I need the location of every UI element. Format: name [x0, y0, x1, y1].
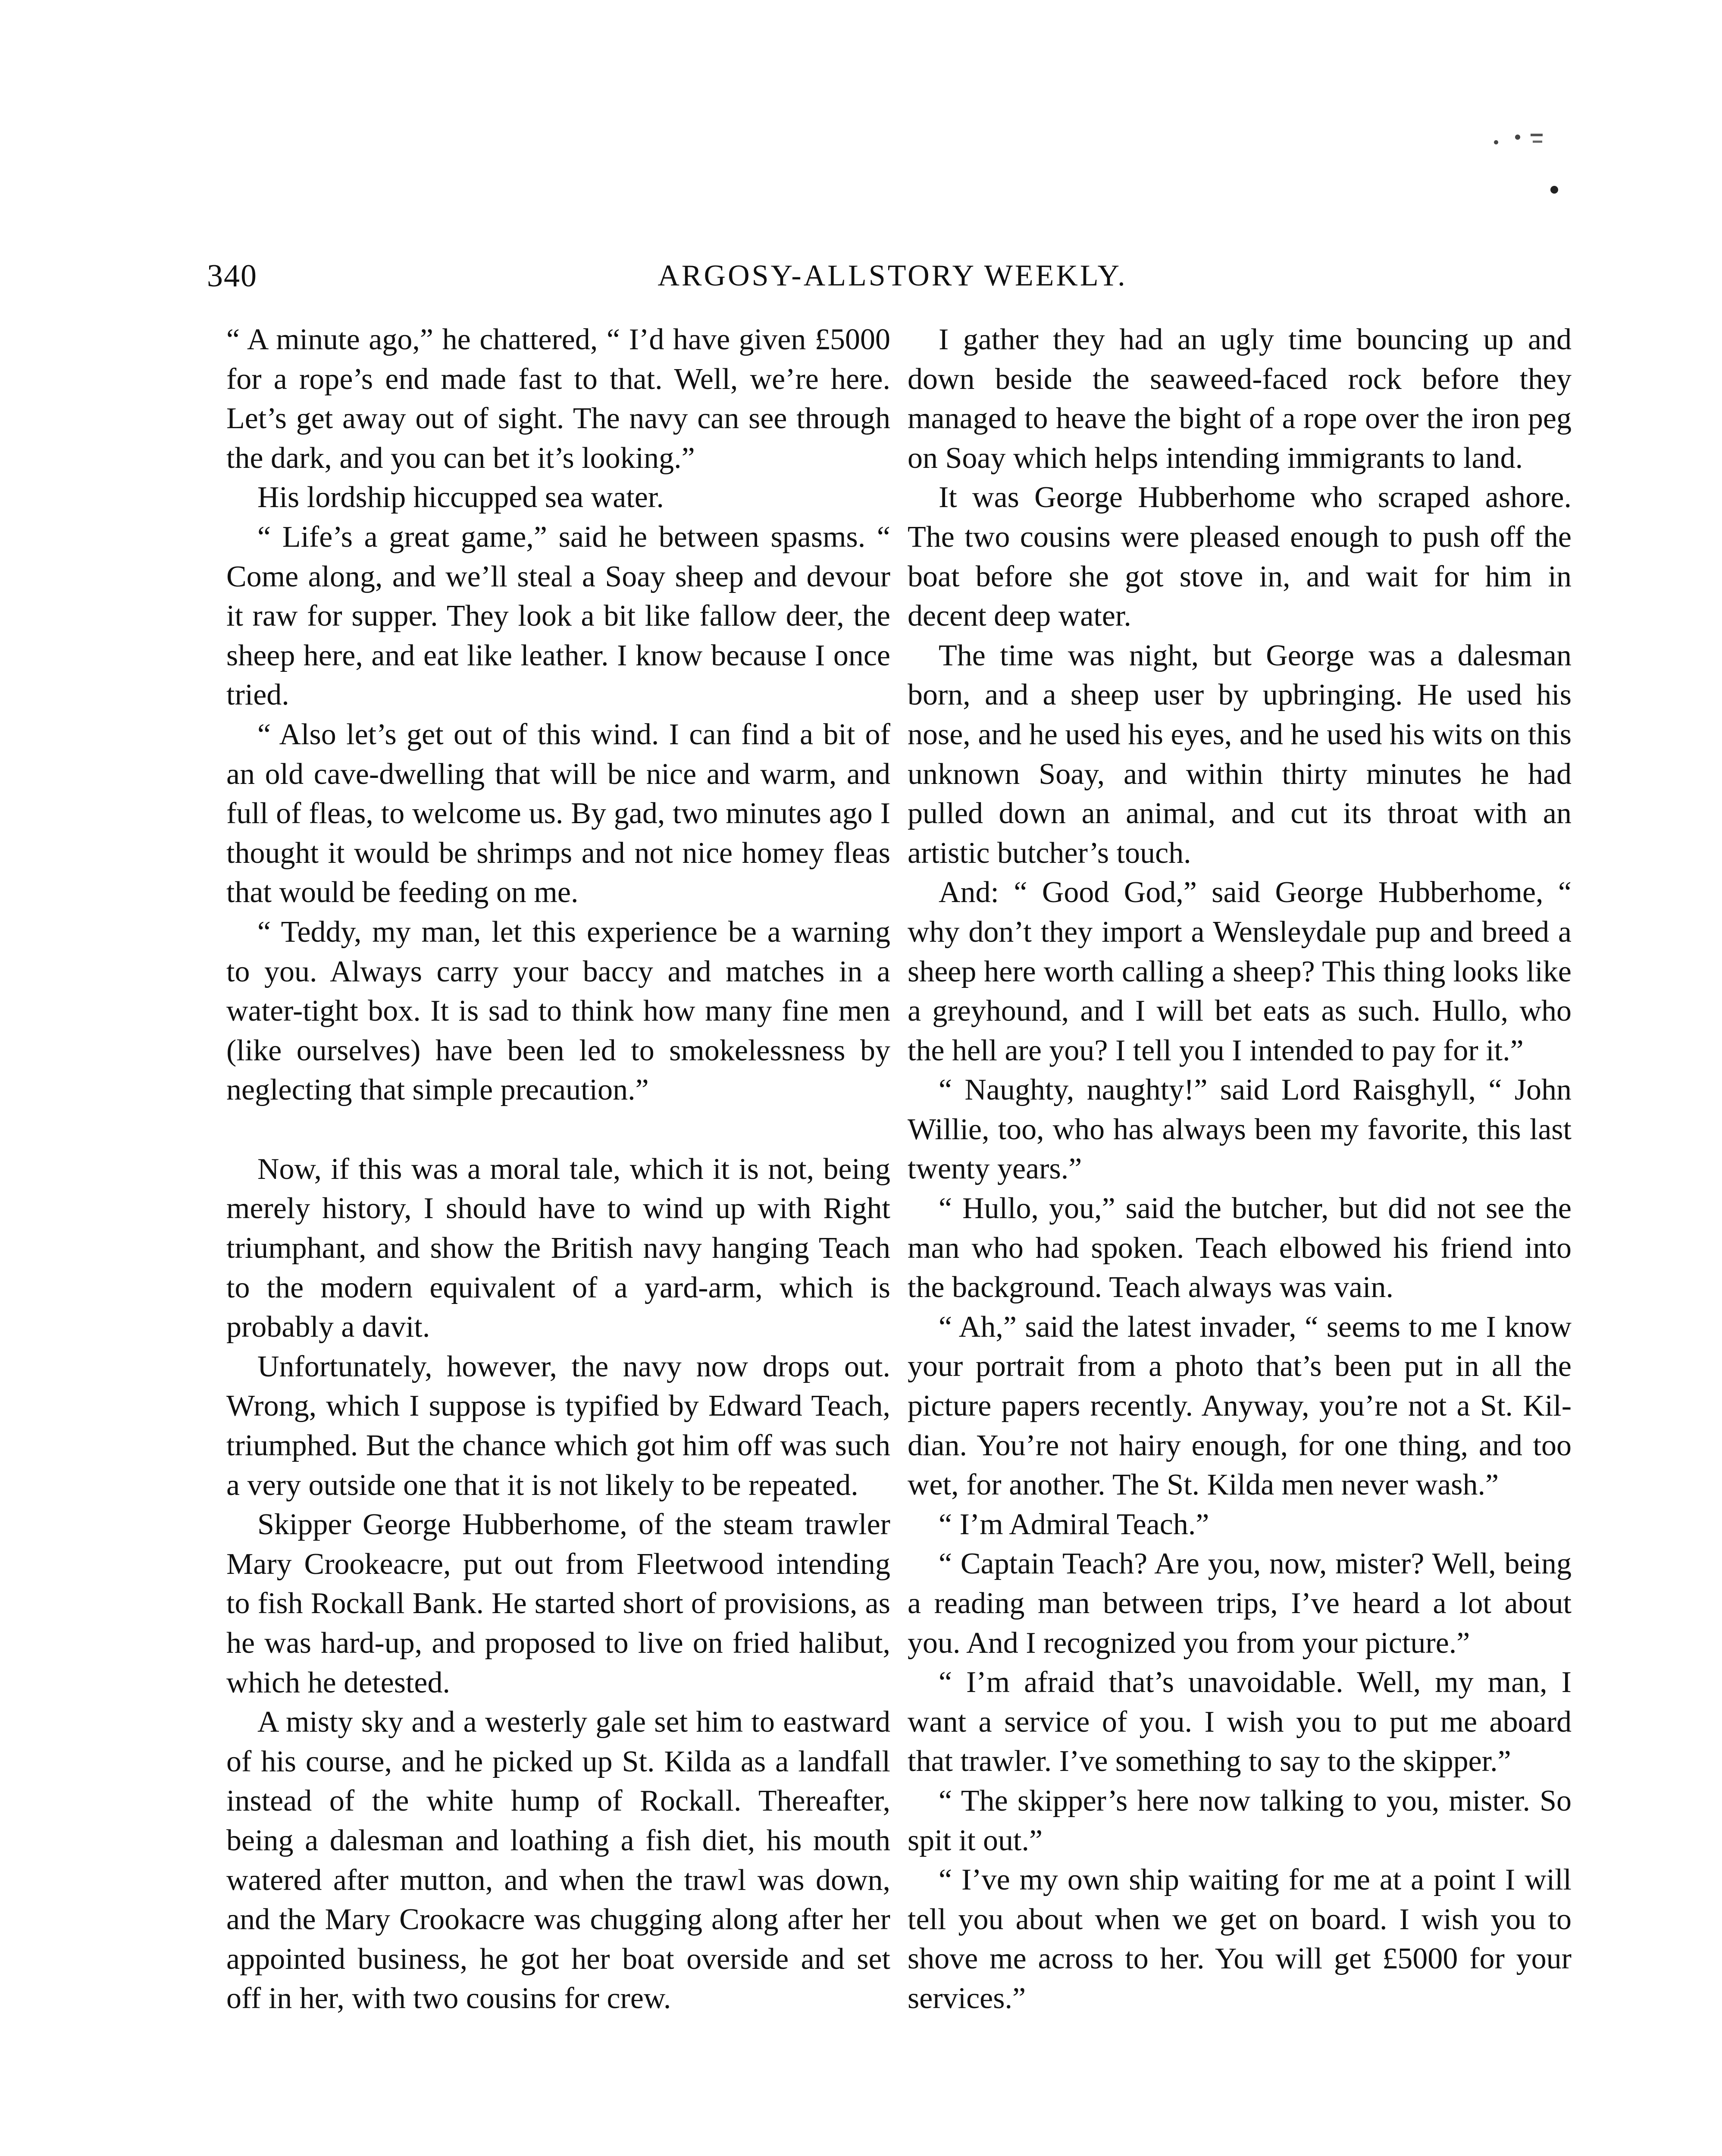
page-number: 340	[207, 258, 257, 294]
paragraph: “ Captain Teach? Are you, now, mister? Well, being a reading man between trips, I’ve heard a lot about you. And I recognized you from your picture.”	[908, 1547, 1572, 1660]
paragraph: A misty sky and a westerly gale set him to eastward of his course, and he picked up St. Kilda as a landfall instead of the white hump of Rockall. Thereafter, being a dalesman and loathing a fish diet, his mouth watered after mutton, and when the trawl was down, and the Mary Crookacre was chugging along after her appointed business, he got her boat overside and set off in her, with two cousins for crew.	[226, 1705, 890, 2015]
left-column	[226, 320, 890, 2018]
paragraph: And: “ Good God,” said George Hubberhome, “ why don’t they import a Wensleydale pup and breed a sheep here worth calling a sheep? This thing looks like a greyhound, and I will bet eats as such. Hullo, who the hell are you? I tell you I intended to pay for it.”	[908, 876, 1572, 1067]
paragraph: “ Life’s a great game,” said he between spasms. “ Come along, and we’ll steal a Soay sheep and devour it raw for supper. They look a bit like fallow deer, the sheep here, and eat like leather. I know because I once tried.	[226, 520, 890, 712]
paragraph: “ A minute ago,” he chattered, “ I’d have given £5000 for a rope’s end made fast to that. Well, we’re here. Let’s get away out of sight. The navy can see through the dark, and you can bet it’s looking.”	[226, 323, 890, 475]
print-specks	[1479, 129, 1565, 216]
paragraph: His lordship hiccupped sea water.	[257, 481, 664, 514]
paragraph: “ Also let’s get out of this wind. I can find a bit of an old cave-dwelling that will be nice and warm, and full of fleas, to welcome us. By gad, two minutes ago I thought it would be shrimps and not nice homey fleas that would be feeding on me.	[226, 718, 890, 909]
paragraph: “ I’m afraid that’s unavoidable. Well, my man, I want a service of you. I wish you to put me aboard that trawler. I’ve something to say to the skipper.”	[908, 1666, 1572, 1778]
paragraph: “ Naughty, naughty!” said Lord Raisghyll, “ John Willie, too, who has always been my favorite, this last twenty years.”	[908, 1073, 1572, 1186]
paragraph: I gather they had an ugly time bouncing up and down beside the seaweed-faced rock before they managed to heave the bight of a rope over the iron peg on Soay which helps intending immigrants to land.	[908, 323, 1572, 475]
paragraph: Skipper George Hubberhome, of the steam trawler Mary Crookeacre, put out from Fleetwood intending to fish Rockall Bank. He started short of provisions, as he was hard-up, and proposed to live on fried halibut, which he detested.	[226, 1508, 890, 1699]
running-head: ARGOSY-ALLSTORY WEEKLY.	[657, 259, 1127, 292]
right-column	[908, 320, 1572, 2018]
paragraph: “ Hullo, you,” said the butcher, but did not see the man who had spoken. Teach elbowed his friend into the background. Teach always was vain.	[908, 1192, 1572, 1304]
paragraph: Unfortunately, however, the navy now drops out. Wrong, which I suppose is typified by Edward Teach, triumphed. But the chance which got him off was such a very outside one that it is not likely to be repeated.	[226, 1350, 890, 1502]
paragraph: “ Ah,” said the latest invader, “ seems to me I know your portrait from a photo that’s been put in all the picture papers recently. Anyway, you’re not a St. Kildian. You’re not hairy enough, for one thing, and too wet, for another. The St. Kilda men never wash.”	[908, 1310, 1572, 1502]
paragraph: Now, if this was a moral tale, which it is not, being merely history, I should have to wind up with Right triumphant, and show the British navy hanging Teach to the modern equivalent of a yard-arm, which is probably a davit.	[226, 1152, 890, 1344]
paragraph: “ I’ve my own ship waiting for me at a point I will tell you about when we get on board. I wish you to shove me across to her. You will get £5000 for your services.”	[908, 1863, 1572, 2015]
paragraph: “ I’m Admiral Teach.”	[939, 1507, 1209, 1541]
paragraph: “ The skipper’s here now talking to you, mister. So spit it out.”	[908, 1784, 1572, 1857]
paragraph: It was George Hubberhome who scraped ashore. The two cousins were pleased enough to push off the boat before she got stove in, and wait for him in decent deep water.	[908, 481, 1572, 633]
paragraph: The time was night, but George was a dalesman born, and a sheep user by upbringing. He used his nose, and he used his eyes, and he used his wits on this unknown Soay, and within thirty minutes he had pulled down an animal, and cut its throat with an artistic butcher’s touch.	[908, 639, 1572, 870]
paragraph: “ Teddy, my man, let this experience be a warning to you. Always carry your baccy and matches in a water-tight box. It is sad to think how many fine men (like ourselves) have been led to smokelessness by neglecting that simple precaution.”	[226, 915, 890, 1107]
page-header	[207, 252, 1578, 300]
